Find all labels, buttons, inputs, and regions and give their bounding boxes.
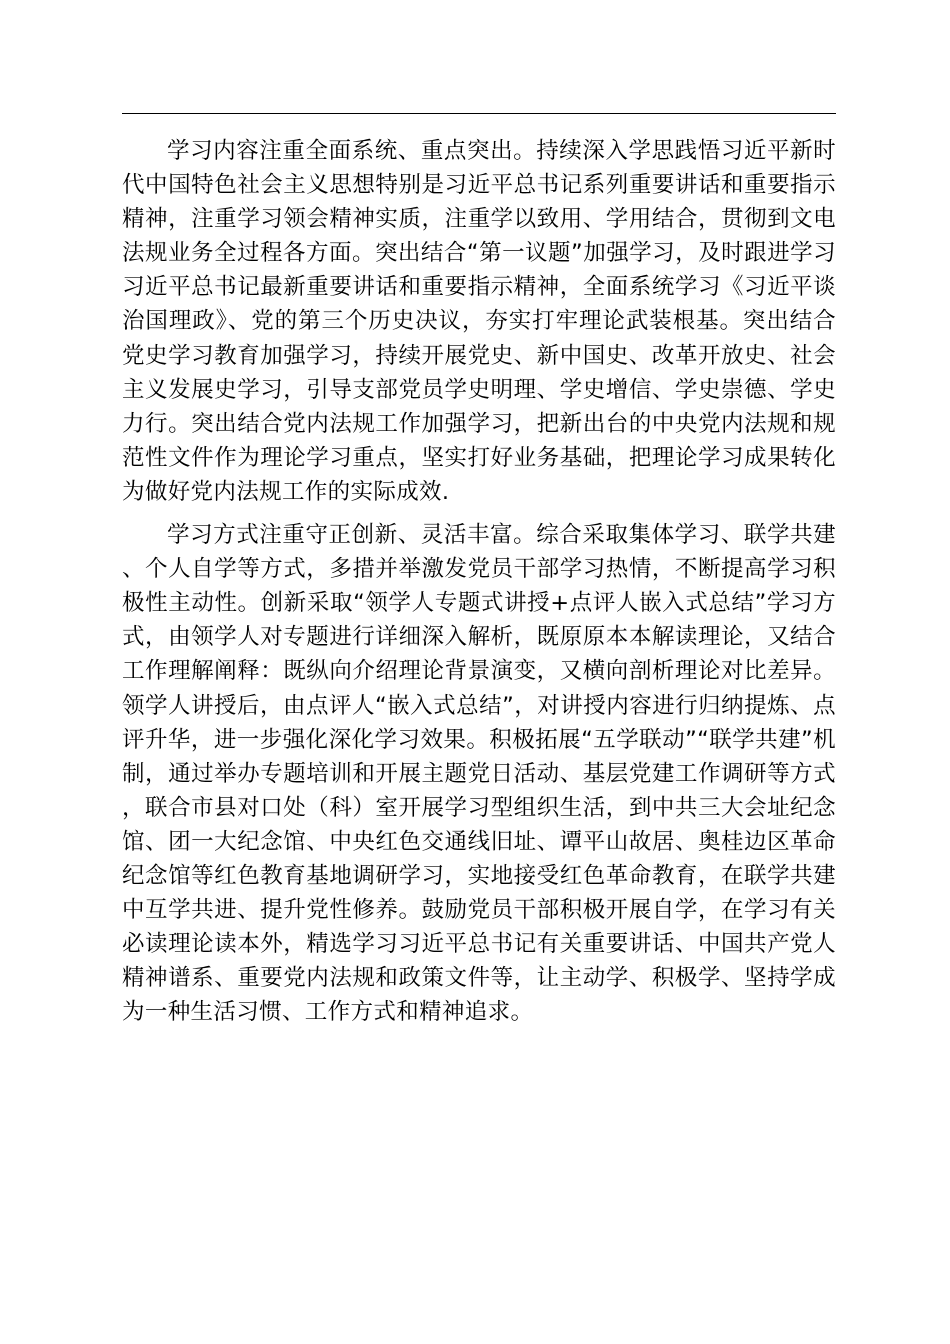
paragraph-learning-content: 学习内容注重全面系统、重点突出。持续深入学思践悟习近平新时代中国特色社会主义思想特别是习近平总书记系列重要讲话和重要指示精神，注重学习领会精神实质，注重学以致用、学用结合，贯彻到文电法规业务全过程各方面。突出结合“第一议题”加强学习，及时跟进学习习近平总书记最新重要讲话和重要指示精神，全面系统学习《习近平谈治国理政》、党的第三个历史决议，夯实打牢理论武装根基。突出结合党史学习教育加强学习，持续开展党史、新中国史、改革开放史、社会主义发展史学习，引导支部党员学史明理、学史增信、学史崇德、学史力行。突出结合党内法规工作加强学习，把新出台的中央党内法规和规范性文件作为理论学习重点，坚实打好业务基础，把理论学习成果转化为做好党内法规工作的实际成效. <box>122 138 836 505</box>
paragraph-learning-methods: 学习方式注重守正创新、灵活丰富。综合采取集体学习、联学共建、个人自学等方式，多措并举激发党员干部学习热情，不断提高学习积极性主动性。创新采取“领学人专题式讲授+点评人嵌入式总结”学习方式，由领学人对专题进行详细深入解析，既原原本本解读理论，又结合工作理解阐释：既纵向介绍理论背景演变，又横向剖析理论对比差异。领学人讲授后，由点评人“嵌入式总结”，对讲授内容进行归纳提炼、点评升华，进一步强化深化学习效果。积极拓展“五学联动”“联学共建”机制，通过举办专题培训和开展主题党日活动、基层党建工作调研等方式，联合市县对口处（科）室开展学习型组织生活，到中共三大会址纪念馆、团一大纪念馆、中央红色交通线旧址、谭平山故居、奥桂边区革命纪念馆等红色教育基地调研学习，实地接受红色革命教育，在联学共建中互学共进、提升党性修养。鼓励党员干部积极开展自学，在学习有关必读理论读本外，精选学习习近平总书记有关重要讲话、中国共产党人精神谱系、重要党内法规和政策文件等，让主动学、积极学、坚持学成为一种生活习惯、工作方式和精神追求。 <box>122 522 836 1026</box>
header-rule <box>122 113 836 114</box>
document-body <box>122 134 836 1029</box>
